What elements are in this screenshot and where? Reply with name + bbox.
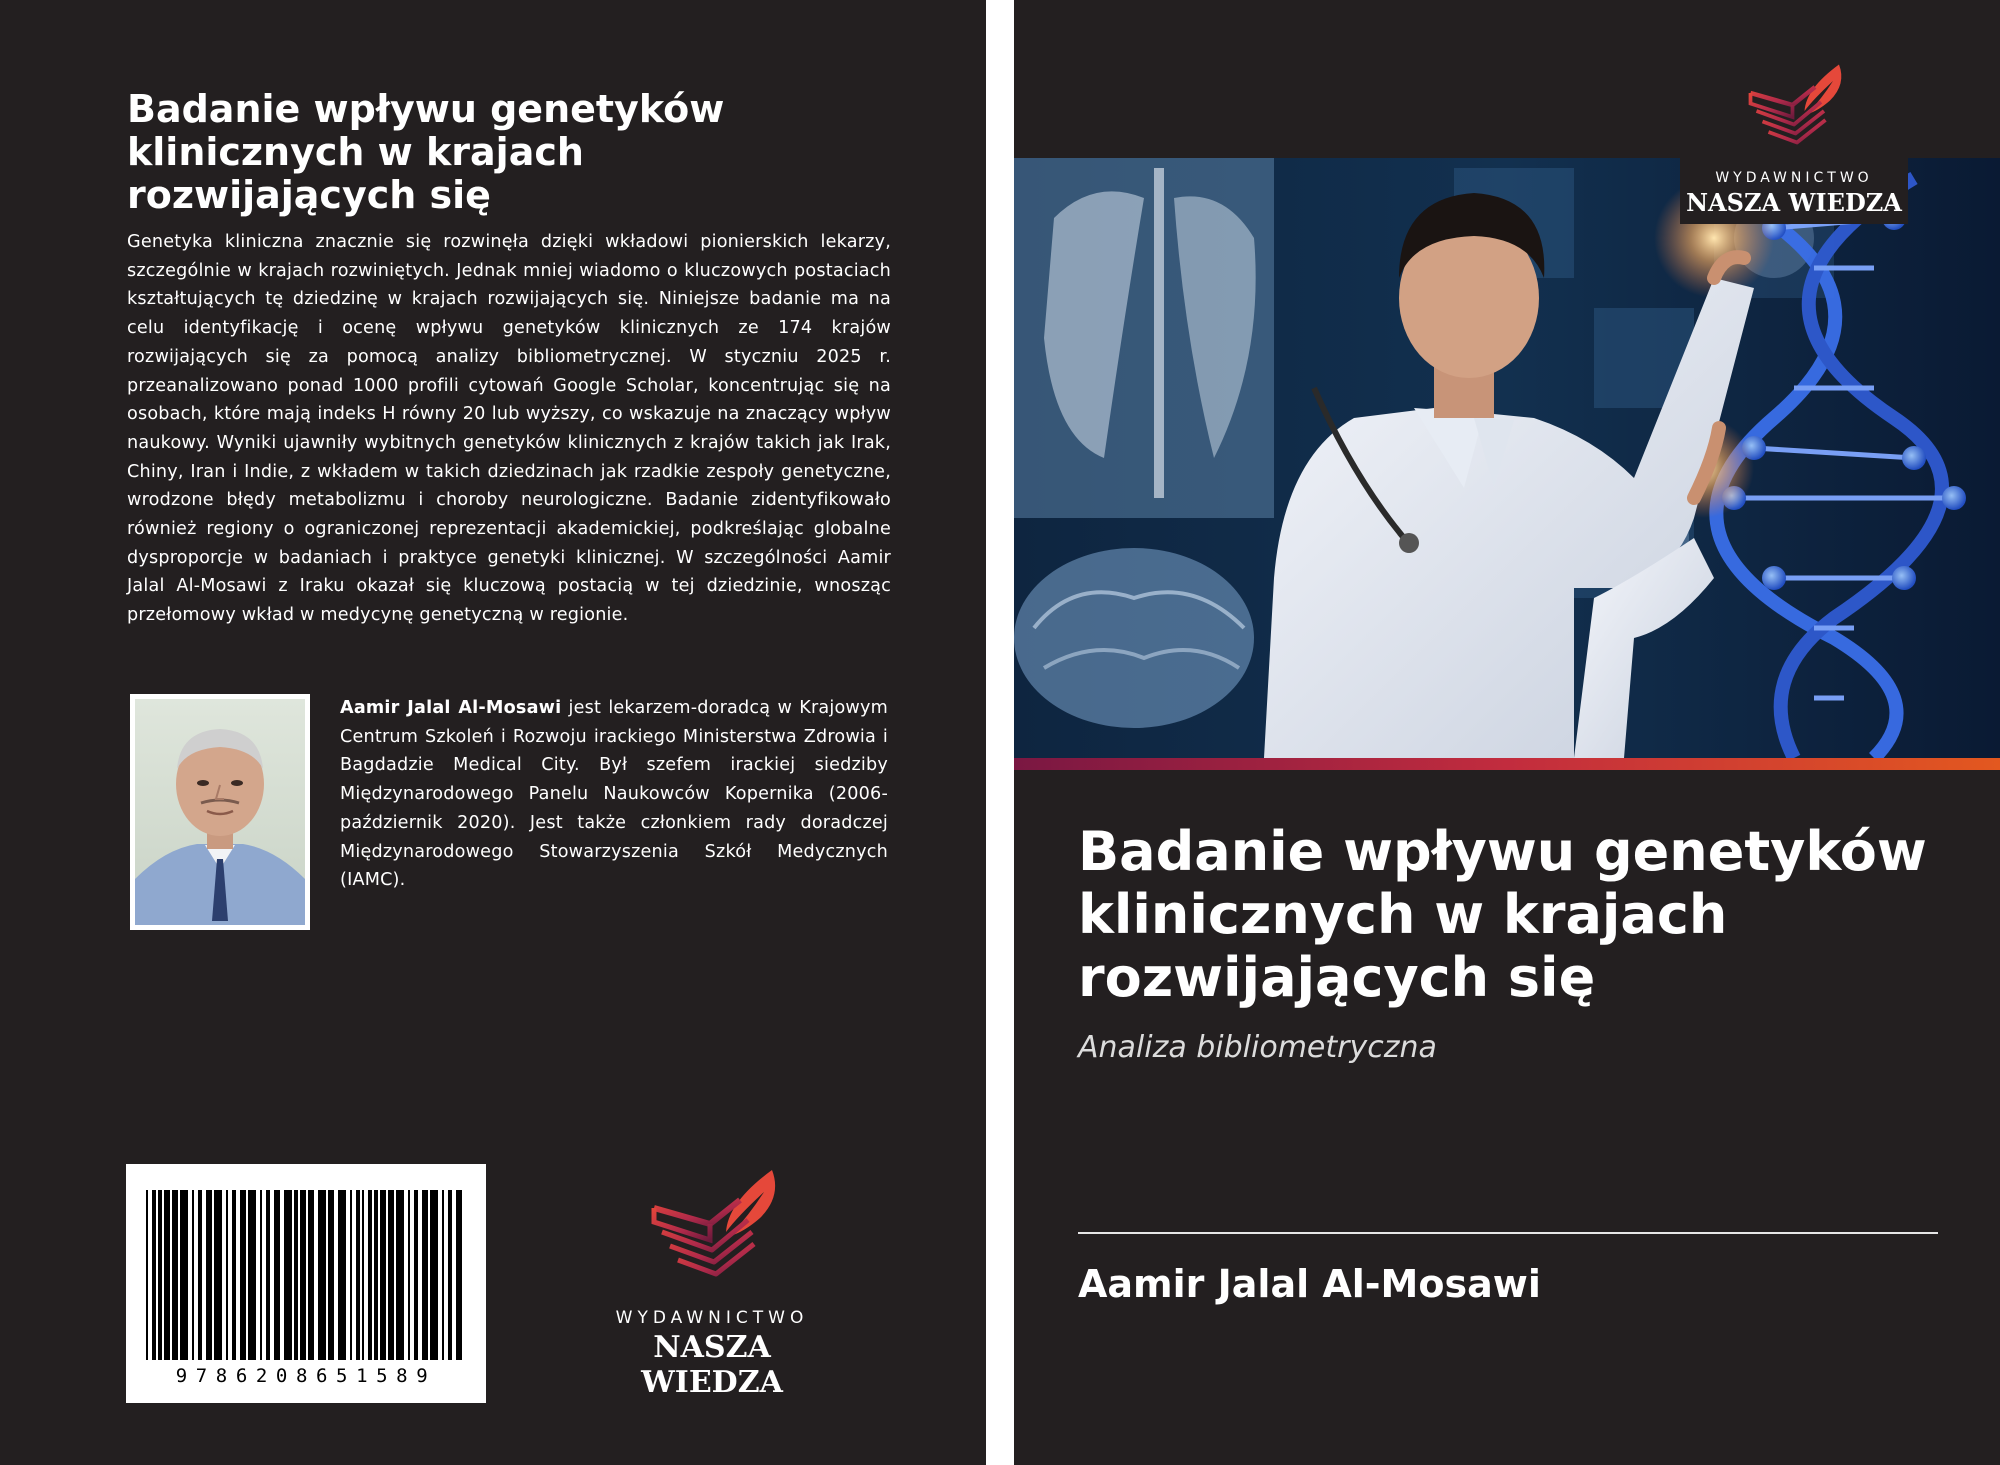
barcode-bar bbox=[338, 1190, 346, 1360]
barcode-bar bbox=[284, 1190, 292, 1360]
back-cover bbox=[0, 0, 986, 1465]
barcode-bar bbox=[172, 1190, 178, 1360]
publisher-line2: NASZA WIEDZA bbox=[1686, 188, 1902, 217]
barcode-bar bbox=[214, 1190, 222, 1360]
barcode-bar bbox=[456, 1190, 462, 1360]
publisher-logo-back bbox=[580, 1166, 844, 1400]
barcode-bar bbox=[368, 1190, 372, 1360]
barcode-bar bbox=[240, 1190, 246, 1360]
barcode-bar bbox=[152, 1190, 156, 1360]
barcode-bar bbox=[198, 1190, 202, 1360]
title-divider bbox=[1078, 1232, 1938, 1234]
barcode-bar bbox=[442, 1190, 444, 1360]
barcode-bar bbox=[274, 1190, 280, 1360]
barcode-bar bbox=[206, 1190, 212, 1360]
back-cover-title: Badanie wpływu genetyków klinicznych w krajach rozwijających się bbox=[127, 87, 725, 217]
front-cover-author: Aamir Jalal Al-Mosawi bbox=[1078, 1262, 1541, 1306]
barcode-bar bbox=[164, 1190, 170, 1360]
barcode-bar bbox=[350, 1190, 352, 1360]
barcode-bar bbox=[448, 1190, 452, 1360]
barcode-bar bbox=[226, 1190, 228, 1360]
barcode-bar bbox=[232, 1190, 236, 1360]
publisher-line1: WYDAWNICTWO bbox=[615, 1308, 809, 1328]
spine-gap bbox=[986, 0, 1014, 1465]
publisher-line1: WYDAWNICTWO bbox=[1715, 170, 1873, 186]
barcode-bar bbox=[422, 1190, 428, 1360]
front-cover-title: Badanie wpływu genetyków klinicznych w krajach rozwijających się bbox=[1078, 820, 1927, 1009]
barcode-bar bbox=[396, 1190, 404, 1360]
barcode-bar bbox=[294, 1190, 298, 1360]
isbn-barcode bbox=[126, 1164, 486, 1403]
barcode-bar bbox=[146, 1190, 148, 1360]
front-cover-subtitle: Analiza bibliometryczna bbox=[1078, 1030, 1437, 1065]
author-bio bbox=[340, 694, 888, 895]
barcode-bar bbox=[266, 1190, 270, 1360]
barcode-bar bbox=[300, 1190, 306, 1360]
barcode-bar bbox=[318, 1190, 326, 1360]
barcode-bar bbox=[356, 1190, 360, 1360]
barcode-bar bbox=[362, 1190, 364, 1360]
publisher-line2: NASZA WIEDZA bbox=[641, 1330, 783, 1400]
barcode-bar bbox=[308, 1190, 314, 1360]
barcode-bar bbox=[414, 1190, 418, 1360]
author-bio-text: jest lekarzem-doradcą w Krajowym Centrum Szkoleń i Rozwoju irackiego Ministerstwa Zdrowia i Bagdadzie Medical City. Był szefem irackiej siedziby Międzynarodowego Panelu Naukowców Kopernika (2006-październik 2020). Jest także członkiem rady doradczej Międzynarodowego Stowarzyszenia Szkół Medycznych (IAMC). bbox=[340, 698, 888, 891]
barcode-bar bbox=[388, 1190, 394, 1360]
barcode-bar bbox=[408, 1190, 410, 1360]
barcode-bar bbox=[192, 1190, 194, 1360]
barcode-number: 9786208651589 bbox=[175, 1365, 437, 1387]
publisher-book-quill-icon bbox=[632, 1166, 792, 1298]
barcode-bar bbox=[374, 1190, 378, 1360]
barcode-bar bbox=[158, 1190, 162, 1360]
author-photo bbox=[130, 694, 310, 930]
back-cover-blurb: Genetyka kliniczna znacznie się rozwinęła dzięki wkładowi pionierskich lekarzy, szczególnie w krajach rozwiniętych. Jednak mniej wiadomo o kluczowych postaciach kształtujących tę dziedzinę w krajach rozwijających się. Niniejsze badanie ma na celu identyfikację i ocenę wpływu genetyków klinicznych ze 174 krajów rozwijających się za pomocą analizy bibliometrycznej. W styczniu 2025 r. przeanalizowano ponad 1000 profili cytowań Google Scholar, koncentrując się na osobach, które mają indeks H równy 20 lub wyższy, co wskazuje na znaczący wpływ naukowy. Wyniki ujawniły wybitnych genetyków klinicznych z krajów takich jak Irak, Chiny, Iran i Indie, z wkładem w takich dziedzinach jak rzadkie zespoły genetyczne, wrodzone błędy metabolizmu i choroby neurologiczne. Badanie zidentyfikowało również regiony o ograniczonej reprezentacji akademickiej, podkreślając globalne dysproporcje w badaniach i praktyce genetyki klinicznej. W szczególności Aamir Jalal Al-Mosawi z Iraku okazał się kluczową postacią w tej dziedzinie, wnosząc przełomowy wkład w medycynę genetyczną w regionie. bbox=[127, 232, 891, 626]
barcode-bar bbox=[180, 1190, 188, 1360]
barcode-bar bbox=[430, 1190, 438, 1360]
accent-stripe bbox=[1014, 758, 2000, 770]
barcode-bar bbox=[248, 1190, 256, 1360]
barcode-bar bbox=[260, 1190, 262, 1360]
cover-illustration bbox=[1014, 158, 2000, 758]
publisher-book-quill-icon bbox=[1734, 58, 1854, 164]
barcode-bar bbox=[328, 1190, 334, 1360]
publisher-logo-front bbox=[1680, 58, 1908, 224]
barcode-bars bbox=[146, 1190, 466, 1360]
barcode-bar bbox=[380, 1190, 386, 1360]
author-bio-name: Aamir Jalal Al-Mosawi bbox=[340, 698, 562, 718]
